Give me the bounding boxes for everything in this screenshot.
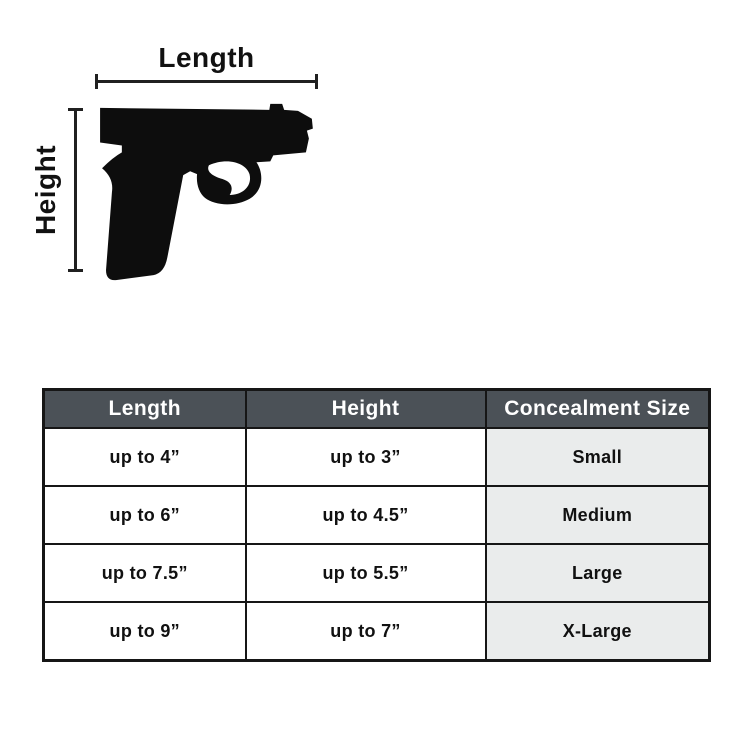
header-concealment-size: Concealment Size [486, 390, 710, 429]
cell-size: Small [486, 428, 710, 486]
cell-size: X-Large [486, 602, 710, 661]
cell-size: Large [486, 544, 710, 602]
cell-height: up to 7” [246, 602, 486, 661]
table-row [44, 428, 710, 486]
cell-height: up to 3” [246, 428, 486, 486]
header-length: Length [44, 390, 246, 429]
length-dimension-line [95, 80, 318, 83]
table-row [44, 544, 710, 602]
cell-height: up to 5.5” [246, 544, 486, 602]
concealment-size-table [42, 388, 711, 662]
cell-length: up to 6” [44, 486, 246, 544]
cell-length: up to 7.5” [44, 544, 246, 602]
cell-length: up to 4” [44, 428, 246, 486]
cell-length: up to 9” [44, 602, 246, 661]
table-row [44, 602, 710, 661]
header-height: Height [246, 390, 486, 429]
pistol-silhouette-icon [74, 96, 332, 286]
table-row [44, 486, 710, 544]
height-label: Height [30, 144, 61, 236]
cell-height: up to 4.5” [246, 486, 486, 544]
table-header-row [44, 390, 710, 429]
length-label: Length [158, 42, 255, 73]
cell-size: Medium [486, 486, 710, 544]
